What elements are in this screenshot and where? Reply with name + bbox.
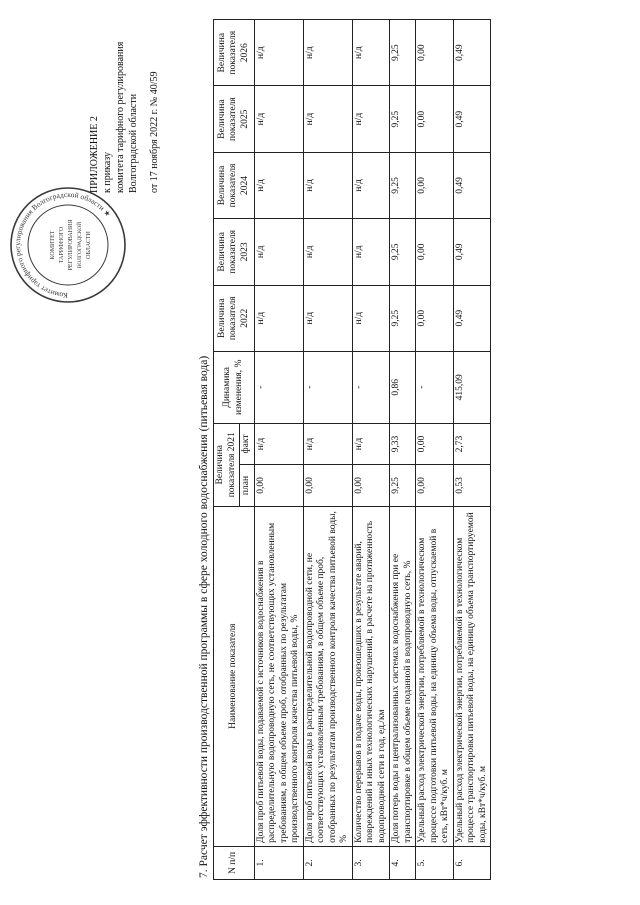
cell-fact: н/д [254,423,303,464]
cell-v2022: 0,00 [416,285,454,351]
table-row [352,20,390,880]
cell-v2026: н/д [254,20,303,86]
cell-v2024: 0,49 [453,152,491,218]
cell-name: Доля проб питьевой воды, подаваемой с источников водоснабжения в распределительную водопроводную сеть, не соответствующих установленным требованиям, в общем объеме проб, отобранных по результатам производственного контроля качества питьевой воды, % [254,506,303,846]
cell-v2023: н/д [352,219,390,285]
cell-v2023: 0,00 [416,219,454,285]
cell-v2024: 0,00 [416,152,454,218]
cell-v2023: 0,49 [453,219,491,285]
col-header-plan: план [240,465,255,506]
cell-v2022: н/д [352,285,390,351]
cell-v2025: 9,25 [390,86,416,152]
col-header-name: Наименование показателя [214,506,255,846]
cell-num: 2. [303,846,352,879]
col-header-fact: факт [240,423,255,464]
col-header-dynamics: Динамика изменения, % [214,351,255,423]
table-row [390,20,416,880]
cell-plan: 0,00 [352,465,390,506]
col-header-2022: Величина показателя 2022 [214,285,255,351]
cell-num: 5. [416,846,454,879]
svg-text:ВОЛГОГРАДСКОЙ: ВОЛГОГРАДСКОЙ [77,221,83,269]
svg-text:РЕГУЛИРОВАНИЯ: РЕГУЛИРОВАНИЯ [68,219,74,271]
cell-v2024: н/д [352,152,390,218]
col-header-2024: Величина показателя 2024 [214,152,255,218]
cell-name: Количество перерывов в подаче воды, произошедших в результате аварий, повреждений и иных технологических нарушений, в расчете на протяженность водопроводной сети в год, ед./км [352,506,390,846]
appendix-line-2: к приказу [102,152,113,193]
cell-dyn: - [352,351,390,423]
table-row [416,20,454,880]
appendix-line-3: комитета тарифного регулирования [115,41,126,193]
cell-v2023: 9,25 [390,219,416,285]
cell-fact: н/д [303,423,352,464]
cell-v2025: 0,49 [453,86,491,152]
svg-text:ТАРИФНОГО: ТАРИФНОГО [59,226,65,264]
cell-num: 4. [390,846,416,879]
cell-v2026: н/д [303,20,352,86]
cell-v2022: 0,49 [453,285,491,351]
table-body [254,20,491,880]
cell-name: Доля потерь воды в централизованных системах водоснабжения при ее транспортировке в общем объеме поданной в водопроводную сеть, % [390,506,416,846]
cell-num: 3. [352,846,390,879]
cell-fact: 0,00 [416,423,454,464]
table-row [303,20,352,880]
col-header-2021: Величина показателя 2021 [214,423,240,506]
cell-name: Удельный расход электрической энергии, потребляемой в технологическом процессе транспортировки питьевой воды, на единицу объема транспортируемой воды, кВт*ч/куб. м [453,506,491,846]
svg-text:Комитет тарифного регулировани: Комитет тарифного регулирования Волгоградской области ★ [12,189,113,301]
cell-v2026: н/д [352,20,390,86]
appendix-line-4: Волгоградской области [128,93,139,193]
cell-v2025: н/д [303,86,352,152]
cell-v2024: 9,25 [390,152,416,218]
cell-v2025: н/д [352,86,390,152]
cell-fact: н/д [352,423,390,464]
cell-v2022: н/д [303,285,352,351]
appendix-line-5: от 17 ноября 2022 г. № 40/59 [149,71,160,193]
svg-text:КОМИТЕТ: КОМИТЕТ [50,230,56,260]
cell-plan: 0,00 [303,465,352,506]
cell-dyn: - [303,351,352,423]
appendix-header [88,42,161,193]
table-header-row [214,20,240,880]
col-header-2023: Величина показателя 2023 [214,219,255,285]
table-row [254,20,303,880]
cell-name: Доля проб питьевой воды в распределительной водопроводной сети, не соответствующих установленным требованиям, в общем объеме проб, отобранных по результатам производственного контроля качества питьевой воды, % [303,506,352,846]
cell-dyn: 415,09 [453,351,491,423]
col-header-num: N п/п [214,846,255,879]
svg-text:ОБЛАСТИ: ОБЛАСТИ [86,231,92,259]
cell-name: Удельный расход электрической энергии, потребляемой в технологическом процессе подготовки питьевой воды, на единицу объема воды, отпускаемой в сеть, кВт*ч/куб. м [416,506,454,846]
cell-v2026: 9,25 [390,20,416,86]
official-seal-stamp [8,185,128,305]
col-header-2026: Величина показателя 2026 [214,20,255,86]
cell-fact: 2,73 [453,423,491,464]
cell-v2025: н/д [254,86,303,152]
cell-num: 6. [453,846,491,879]
cell-v2026: 0,49 [453,20,491,86]
efficiency-table [213,19,491,880]
cell-dyn: - [416,351,454,423]
cell-v2022: н/д [254,285,303,351]
cell-dyn: - [254,351,303,423]
cell-v2022: 9,25 [390,285,416,351]
col-header-2025: Величина показателя 2025 [214,86,255,152]
cell-dyn: 0,86 [390,351,416,423]
cell-fact: 9,33 [390,423,416,464]
section-title: 7. Расчет эффективности производственной программы в сфере холодного водоснабжения (питьевая вода) [198,355,210,878]
cell-v2023: н/д [303,219,352,285]
table-row [453,20,491,880]
cell-plan: 0,00 [416,465,454,506]
cell-v2024: н/д [254,152,303,218]
cell-v2024: н/д [303,152,352,218]
appendix-line-1: ПРИЛОЖЕНИЕ 2 [89,116,100,193]
cell-plan: 9,25 [390,465,416,506]
cell-v2023: н/д [254,219,303,285]
cell-num: 1. [254,846,303,879]
cell-plan: 0,00 [254,465,303,506]
cell-v2025: 0,00 [416,86,454,152]
cell-v2026: 0,00 [416,20,454,86]
cell-plan: 0,53 [453,465,491,506]
